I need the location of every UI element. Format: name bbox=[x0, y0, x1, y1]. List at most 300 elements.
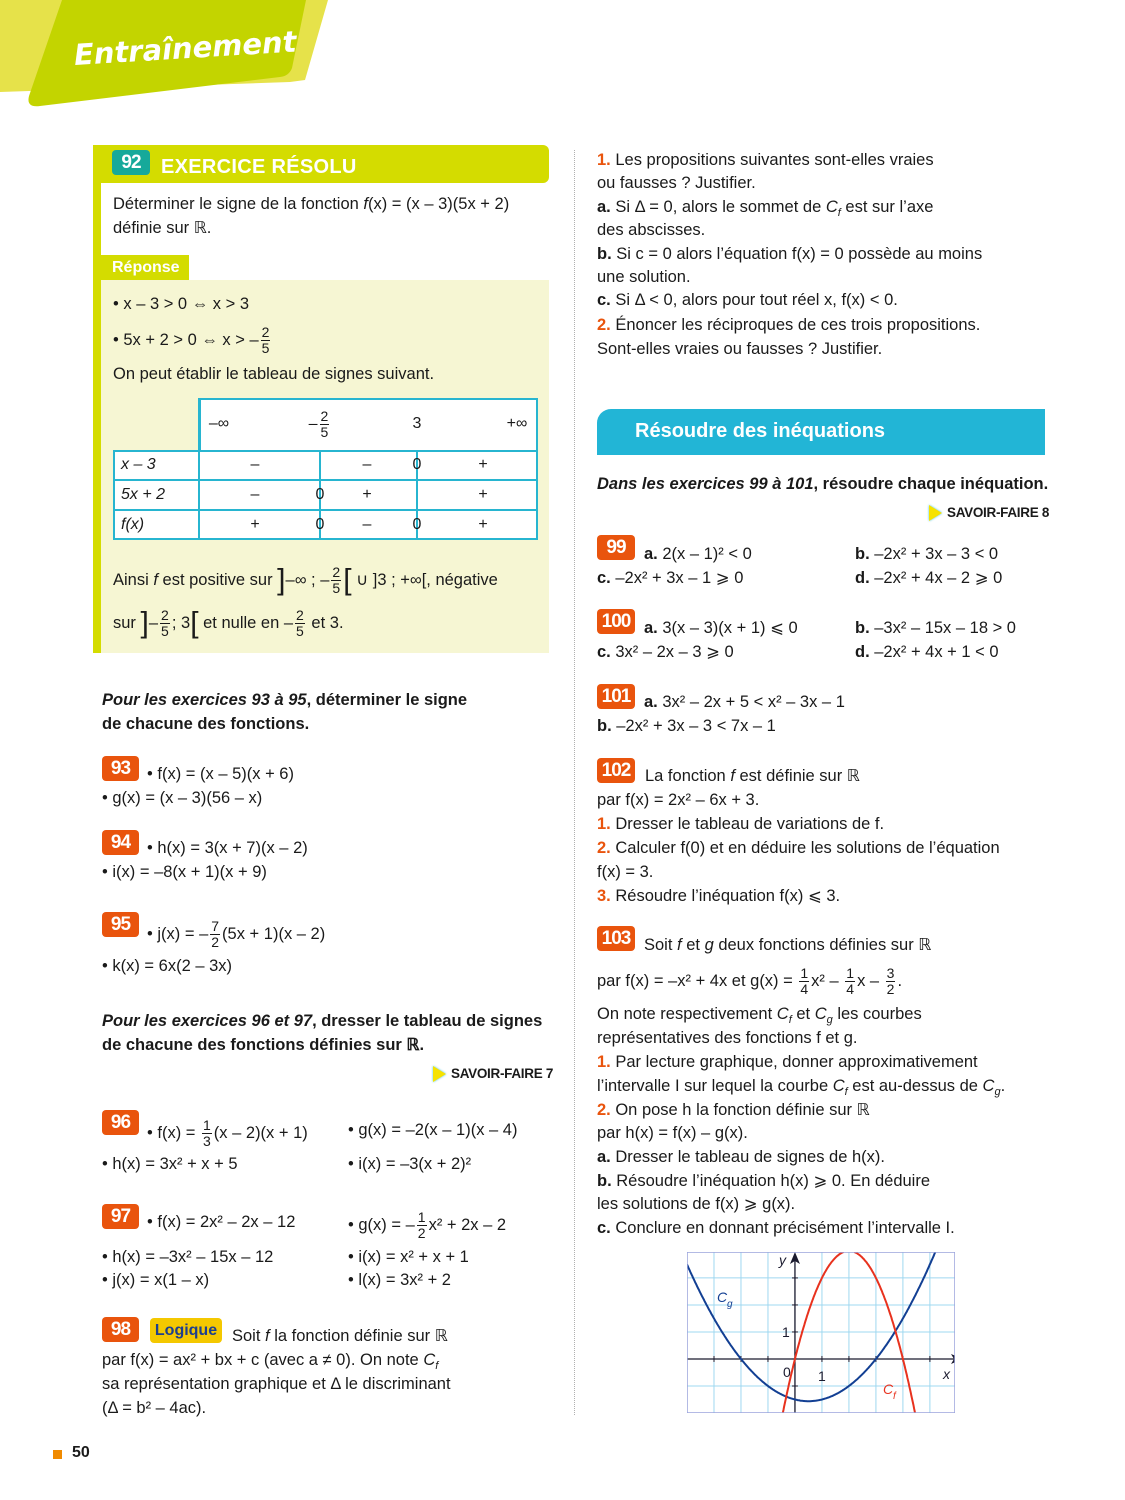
bold-text: c. bbox=[597, 569, 611, 587]
fraction bbox=[295, 608, 305, 639]
exercise-100-badge: 100 bbox=[597, 609, 635, 634]
exercise-103-line bbox=[597, 1145, 885, 1169]
text: • i(x) = x² + x + 1 bbox=[348, 1248, 469, 1266]
text: Les propositions suivantes sont-elles vraies bbox=[610, 151, 934, 169]
exercise-95-badge: 95 bbox=[102, 912, 139, 937]
text: la fonction définie sur ℝ bbox=[269, 1327, 448, 1345]
text: –2x² + 4x + 1 < 0 bbox=[869, 643, 999, 661]
exercise-103-line bbox=[597, 1192, 795, 1216]
text: Dresser le tableau de variations de f. bbox=[610, 815, 885, 833]
text: • j(x) = x(1 – x) bbox=[102, 1271, 210, 1289]
math-symbol: g bbox=[704, 936, 714, 954]
math-symbol: f bbox=[265, 1327, 270, 1345]
denominator: 2 bbox=[417, 1225, 426, 1241]
text: • i(x) = –8(x + 1)(x + 9) bbox=[102, 863, 267, 881]
exercise-103-line bbox=[597, 1098, 870, 1122]
header-title: Entraînement bbox=[72, 24, 298, 73]
text: f(x) = 3. bbox=[597, 863, 654, 881]
text: La fonction bbox=[645, 767, 731, 785]
bold-text: b. bbox=[855, 619, 870, 637]
text: 3x² – 2x + 5 < x² – 3x – 1 bbox=[657, 693, 845, 711]
text: Calculer f(0) et en déduire les solutions de l’équation bbox=[610, 839, 1000, 857]
text: et nulle en – bbox=[198, 613, 294, 632]
math-symbol: f bbox=[363, 195, 368, 213]
text: –2x² + 3x – 3 < 0 bbox=[869, 545, 999, 563]
text: • h(x) = 3(x + 7)(x – 2) bbox=[147, 839, 308, 857]
bold-italic-text: Pour les exercices 93 à 95 bbox=[102, 691, 307, 709]
exercise-100-line bbox=[644, 616, 798, 640]
exercise-98-line bbox=[597, 288, 898, 312]
bold-text: a. bbox=[644, 619, 658, 637]
exercise-98-line bbox=[597, 313, 980, 337]
curve-g-subscript: g bbox=[727, 1299, 733, 1311]
text: (Δ = b² – 4ac). bbox=[102, 1399, 207, 1417]
exercise-96-line bbox=[102, 1152, 238, 1176]
fraction bbox=[210, 919, 220, 950]
exercise-97-line bbox=[102, 1245, 273, 1269]
sign-table bbox=[113, 398, 538, 540]
play-triangle-icon bbox=[929, 505, 942, 521]
exercise-96-line bbox=[348, 1118, 517, 1142]
function-graph bbox=[687, 1252, 955, 1413]
text: • k(x) = 6x(2 – 3x) bbox=[102, 957, 233, 975]
denominator: 3 bbox=[203, 1133, 211, 1149]
sign-cell: 0 bbox=[315, 516, 325, 533]
text: • h(x) = 3x² + x + 5 bbox=[102, 1155, 238, 1173]
math-symbol: C bbox=[423, 1351, 436, 1369]
bold-text: a. bbox=[597, 198, 611, 216]
math-symbol: C bbox=[814, 1005, 827, 1023]
fraction bbox=[202, 1118, 212, 1149]
exercise-96-line bbox=[147, 1117, 308, 1149]
text: les courbes bbox=[832, 1005, 922, 1023]
text: On peut établir le tableau de signes suivant. bbox=[113, 365, 435, 383]
savoir-faire-label: SAVOIR-FAIRE 7 bbox=[451, 1066, 554, 1081]
subscript: g bbox=[994, 1086, 1001, 1098]
x-axis-label: x bbox=[943, 1365, 950, 1382]
math-symbol: C bbox=[982, 1077, 995, 1095]
denominator: 4 bbox=[846, 981, 855, 997]
text: Dresser le tableau de signes de h(x). bbox=[610, 1148, 885, 1166]
exercise-93-badge: 93 bbox=[102, 756, 139, 781]
numerator: 2 bbox=[261, 324, 270, 340]
numerator: 1 bbox=[800, 965, 809, 981]
text: –∞ ; – bbox=[285, 570, 330, 589]
denominator: 5 bbox=[320, 424, 329, 440]
text: Soit bbox=[644, 936, 678, 954]
logique-tag: Logique bbox=[150, 1318, 222, 1343]
text: On note respectivement bbox=[597, 1005, 777, 1023]
text: sur bbox=[113, 613, 141, 632]
section-title: Résoudre des inéquations bbox=[635, 420, 886, 442]
savoir-faire-8-link[interactable] bbox=[929, 503, 1049, 523]
text: sa représentation graphique et Δ le discriminant bbox=[102, 1375, 451, 1393]
text: par f(x) = ax² + bx + c (avec a ≠ 0). On note bbox=[102, 1351, 424, 1369]
row-label: 5x + 2 bbox=[121, 486, 166, 503]
bold-text: c. bbox=[597, 291, 611, 309]
exercise-98-line bbox=[102, 1372, 451, 1396]
subscript: f bbox=[435, 1360, 439, 1372]
sign-cell: – bbox=[250, 456, 260, 473]
exercise-101-line bbox=[644, 690, 845, 714]
fraction bbox=[320, 409, 330, 440]
exercise-100-line bbox=[855, 616, 1016, 640]
exercise-96-line bbox=[348, 1152, 471, 1176]
bold-text: de chacune des fonctions définies sur ℝ. bbox=[102, 1036, 425, 1054]
table-header-cell bbox=[199, 398, 538, 450]
question-number: 1. bbox=[597, 815, 611, 833]
question-number: 3. bbox=[597, 887, 611, 905]
bold-italic-text: Dans les exercices 99 à 101 bbox=[597, 475, 814, 493]
bold-text: , résoudre chaque inéquation. bbox=[813, 475, 1049, 493]
text: On pose h la fonction définie sur ℝ bbox=[610, 1101, 870, 1119]
text: ou fausses ? Justifier. bbox=[597, 174, 756, 192]
text: • f(x) = bbox=[147, 1123, 200, 1142]
exercise-103-line bbox=[597, 965, 903, 997]
sign-cell: – bbox=[250, 486, 260, 503]
exercise-94-line bbox=[102, 860, 267, 884]
exercise-99-line bbox=[597, 566, 743, 590]
y-axis-label: y bbox=[778, 1252, 786, 1268]
numerator: 2 bbox=[332, 564, 341, 580]
text: (x – 2)(x + 1) bbox=[213, 1123, 308, 1142]
text: – bbox=[148, 613, 159, 632]
denominator: 2 bbox=[886, 981, 895, 997]
exercise-103-line bbox=[597, 1216, 955, 1240]
origin-label: 0 bbox=[782, 1363, 791, 1380]
fraction bbox=[160, 608, 170, 639]
bold-text: d. bbox=[855, 643, 870, 661]
bold-text: c. bbox=[597, 643, 611, 661]
math-symbol: f bbox=[730, 767, 735, 785]
exercise-101-line bbox=[597, 714, 776, 738]
answer-line bbox=[113, 324, 272, 356]
exercise-103-line bbox=[597, 1169, 930, 1193]
exercise-99-line bbox=[855, 566, 1002, 590]
text: • h(x) = –3x² – 15x – 12 bbox=[102, 1248, 274, 1266]
text: et bbox=[791, 1005, 815, 1023]
bold-text: b. bbox=[597, 245, 612, 263]
exercise-102-line bbox=[597, 884, 840, 908]
exercise-101-badge: 101 bbox=[597, 684, 635, 709]
instruction-93-95 bbox=[102, 712, 309, 736]
instruction-96-97 bbox=[102, 1009, 542, 1033]
sign-cell: – bbox=[362, 456, 372, 473]
text: Si Δ < 0, alors pour tout réel x, f(x) < 0. bbox=[610, 291, 898, 309]
text: • g(x) = (x – 3)(56 – x) bbox=[102, 789, 263, 807]
text: • g(x) = – bbox=[348, 1215, 415, 1234]
text: par f(x) = 2x² – 6x + 3. bbox=[597, 791, 760, 809]
table-header-value: 3 bbox=[412, 415, 422, 432]
math-symbol: f bbox=[677, 936, 682, 954]
savoir-faire-label: SAVOIR-FAIRE 8 bbox=[947, 505, 1050, 520]
exercise-99-line bbox=[644, 542, 752, 566]
exercise-102-line bbox=[597, 788, 759, 812]
text: Sont-elles vraies ou fausses ? Justifier. bbox=[597, 340, 883, 358]
bold-text: b. bbox=[597, 1172, 612, 1190]
exercise-93-line bbox=[147, 762, 294, 786]
text: (x) = (x – 3)(5x + 2) bbox=[367, 195, 510, 213]
exercise-103-line bbox=[597, 1074, 1005, 1098]
fraction bbox=[845, 966, 855, 997]
sign-cell: + bbox=[478, 516, 488, 533]
answer-line bbox=[113, 292, 249, 316]
conclusion-line bbox=[113, 563, 498, 597]
bold-text: , déterminer le signe bbox=[306, 691, 468, 709]
exercise-97-line bbox=[147, 1210, 295, 1234]
exercise-95-line bbox=[102, 954, 232, 978]
text: des abscisses. bbox=[597, 221, 706, 239]
exercise-98-line bbox=[597, 265, 691, 289]
numerator: 1 bbox=[417, 1209, 426, 1225]
sign-cell: – bbox=[362, 516, 372, 533]
exercise-102-badge: 102 bbox=[597, 758, 635, 783]
text: 3x² – 2x – 3 ⩾ 0 bbox=[610, 643, 734, 661]
sign-cell: + bbox=[362, 486, 372, 503]
text: Conclure en donnant précisément l’intervalle I. bbox=[610, 1219, 955, 1237]
text: par h(x) = f(x) – g(x). bbox=[597, 1124, 748, 1142]
subscript: f bbox=[788, 1014, 792, 1026]
denominator: 5 bbox=[261, 340, 270, 356]
exercise-98-line bbox=[597, 242, 982, 266]
fraction bbox=[261, 325, 271, 356]
question-number: 1. bbox=[597, 1053, 611, 1071]
text: • 5x + 2 > 0 ⇔ x > – bbox=[113, 330, 259, 349]
exercise-98-line bbox=[232, 1324, 448, 1348]
exercise-93-line bbox=[102, 786, 262, 810]
exercise-97-line bbox=[102, 1268, 209, 1292]
text: Déterminer le signe de la fonction bbox=[113, 195, 364, 213]
text: est définie sur ℝ bbox=[734, 767, 860, 785]
exercise-100-line bbox=[855, 640, 999, 664]
conclusion-line bbox=[113, 606, 344, 640]
exercise-92-question bbox=[113, 216, 211, 240]
exercise-98-line bbox=[597, 195, 933, 219]
fraction bbox=[331, 565, 341, 596]
exercise-102-line bbox=[597, 860, 653, 884]
text: Résoudre l’inéquation h(x) ⩾ 0. En déduire bbox=[611, 1172, 931, 1190]
bold-text: a. bbox=[597, 1148, 611, 1166]
curve-g-label: C bbox=[717, 1289, 728, 1306]
numerator: 3 bbox=[886, 965, 895, 981]
text: Si c = 0 alors l’équation f(x) = 0 possède au moins bbox=[611, 245, 983, 263]
exercise-98-badge: 98 bbox=[102, 1317, 139, 1342]
exercise-98-line bbox=[597, 171, 756, 195]
text: est au-dessus de bbox=[847, 1077, 983, 1095]
interval-bracket: [ bbox=[190, 606, 199, 640]
denominator: 2 bbox=[211, 934, 220, 950]
bold-text: a. bbox=[644, 693, 658, 711]
text: l’intervalle I sur lequel la courbe bbox=[597, 1077, 833, 1095]
graph-border bbox=[687, 1252, 955, 1413]
interval-bracket: ] bbox=[277, 563, 286, 597]
column-divider bbox=[574, 150, 575, 1415]
text: 3(x – 3)(x + 1) ⩽ 0 bbox=[657, 619, 798, 637]
instruction-93-95 bbox=[102, 688, 467, 712]
numerator: 2 bbox=[320, 408, 329, 424]
text: deux fonctions définies sur ℝ bbox=[713, 936, 932, 954]
numerator: 2 bbox=[161, 607, 169, 623]
exercise-94-badge: 94 bbox=[102, 830, 139, 855]
table-header-value: – $\frac{2}{5}$ bbox=[308, 408, 329, 440]
exercise-97-line bbox=[348, 1268, 451, 1292]
savoir-faire-7-link[interactable] bbox=[433, 1064, 553, 1084]
denominator: 4 bbox=[800, 981, 809, 997]
bold-text: c. bbox=[597, 1219, 611, 1237]
text: ∪ ]3 ; +∞[, négative bbox=[351, 570, 498, 589]
bold-italic-text: Pour les exercices 96 et 97 bbox=[102, 1012, 313, 1030]
exercise-103-line bbox=[597, 1121, 748, 1145]
question-number: 2. bbox=[597, 1101, 611, 1119]
y-tick-label: 1 bbox=[781, 1323, 790, 1340]
text: x² + 2x – 2 bbox=[428, 1215, 507, 1234]
text: les solutions de f(x) ⩾ g(x). bbox=[597, 1195, 796, 1213]
exercise-92-title: EXERCICE RÉSOLU bbox=[161, 156, 357, 178]
page-marker-square bbox=[53, 1450, 62, 1459]
text: (5x + 1)(x – 2) bbox=[222, 924, 326, 943]
play-triangle-icon bbox=[433, 1066, 446, 1082]
exercise-102-line bbox=[597, 812, 884, 836]
text: • g(x) = –2(x – 1)(x – 4) bbox=[348, 1121, 518, 1139]
text: et 3. bbox=[306, 613, 344, 632]
curve-f-subscript: f bbox=[893, 1391, 896, 1403]
exercise-103-line bbox=[644, 933, 931, 957]
denominator: 5 bbox=[161, 623, 169, 639]
subscript: f bbox=[837, 207, 841, 219]
denominator: 5 bbox=[296, 623, 304, 639]
numerator: 7 bbox=[211, 918, 220, 934]
text: et bbox=[681, 936, 705, 954]
exercise-103-line bbox=[597, 1002, 922, 1026]
text: • f(x) = 2x² – 2x – 12 bbox=[147, 1213, 296, 1231]
interval-bracket: ] bbox=[140, 606, 149, 640]
subscript: g bbox=[826, 1014, 833, 1026]
row-label: f(x) bbox=[121, 516, 145, 533]
col-divider bbox=[198, 398, 200, 540]
exercise-103-line bbox=[597, 1050, 978, 1074]
numerator: 2 bbox=[296, 607, 304, 623]
instruction-99-101 bbox=[597, 472, 1048, 496]
text: . bbox=[897, 971, 903, 990]
text: Énoncer les réciproques de ces trois propositions. bbox=[610, 316, 981, 334]
exercise-98-line bbox=[597, 337, 882, 361]
bold-text: , dresser le tableau de signes bbox=[312, 1012, 543, 1030]
text: Soit bbox=[232, 1327, 266, 1345]
text: Résoudre l’inéquation f(x) ⩽ 3. bbox=[610, 887, 841, 905]
math-symbol: f bbox=[153, 570, 158, 589]
text: Ainsi bbox=[113, 570, 154, 589]
exercise-95-line bbox=[147, 918, 326, 950]
exercise-99-line bbox=[855, 542, 998, 566]
x-tick-label: 1 bbox=[817, 1367, 826, 1384]
exercise-98-line bbox=[102, 1396, 206, 1420]
exercise-97-line bbox=[348, 1245, 469, 1269]
exercise-98-line bbox=[597, 218, 705, 242]
exercise-97-line bbox=[348, 1209, 507, 1241]
exercise-96-badge: 96 bbox=[102, 1110, 139, 1135]
answer-tab: Réponse bbox=[101, 255, 189, 280]
text: une solution. bbox=[597, 268, 691, 286]
bold-text: d. bbox=[855, 569, 870, 587]
sign-cell: + bbox=[250, 516, 260, 533]
text: • l(x) = 3x² + 2 bbox=[348, 1271, 451, 1289]
text: x – bbox=[857, 971, 884, 990]
bold-text: a. bbox=[644, 545, 658, 563]
sign-cell: + bbox=[478, 486, 488, 503]
text: . bbox=[1000, 1077, 1006, 1095]
numerator: 1 bbox=[846, 965, 855, 981]
exercise-98-line bbox=[102, 1348, 438, 1372]
text: • f(x) = (x – 5)(x + 6) bbox=[147, 765, 294, 783]
row-label: x – 3 bbox=[121, 456, 156, 473]
subscript: f bbox=[844, 1086, 848, 1098]
interval-bracket: [ bbox=[343, 563, 352, 597]
text: x² – bbox=[811, 971, 844, 990]
page-number: 50 bbox=[72, 1444, 90, 1461]
text: –2x² + 3x – 1 ⩾ 0 bbox=[610, 569, 744, 587]
text: est positive sur bbox=[157, 570, 278, 589]
exercise-102-line bbox=[597, 836, 1000, 860]
text: représentatives des fonctions f et g. bbox=[597, 1029, 858, 1047]
exercise-102-line bbox=[645, 764, 860, 788]
exercise-100-line bbox=[597, 640, 734, 664]
denominator: 5 bbox=[332, 580, 341, 596]
text: définie sur ℝ. bbox=[113, 219, 212, 237]
curve-g bbox=[687, 1252, 935, 1401]
exercise-97-badge: 97 bbox=[102, 1204, 139, 1229]
math-symbol: C bbox=[825, 198, 838, 216]
exercise-94-line bbox=[147, 836, 308, 860]
answer-line bbox=[113, 362, 434, 386]
text: –2x² + 4x – 2 ⩾ 0 bbox=[869, 569, 1003, 587]
curve-f-label: C bbox=[883, 1381, 894, 1398]
bold-text: b. bbox=[855, 545, 870, 563]
exercise-103-line bbox=[597, 1026, 857, 1050]
text: est sur l’axe bbox=[840, 198, 934, 216]
exercise-92-badge: 92 bbox=[112, 150, 150, 175]
question-number: 2. bbox=[597, 316, 611, 334]
exercise-99-badge: 99 bbox=[597, 535, 635, 560]
text: 2(x – 1)² < 0 bbox=[657, 545, 752, 563]
table-header-value: +∞ bbox=[506, 415, 528, 432]
sign-cell: 0 bbox=[315, 486, 325, 503]
fraction bbox=[886, 966, 896, 997]
text: • i(x) = –3(x + 2)² bbox=[348, 1155, 472, 1173]
sign-cell: + bbox=[478, 456, 488, 473]
text: Par lecture graphique, donner approximativement bbox=[610, 1053, 978, 1071]
sign-cell: 0 bbox=[412, 456, 422, 473]
text: • j(x) = – bbox=[147, 924, 209, 943]
text: –3x² – 15x – 18 > 0 bbox=[869, 619, 1016, 637]
text: par f(x) = –x² + 4x et g(x) = bbox=[597, 971, 798, 990]
exercise-92-sidebar bbox=[93, 145, 101, 653]
numerator: 1 bbox=[203, 1117, 211, 1133]
question-number: 1. bbox=[597, 151, 611, 169]
math-symbol: C bbox=[832, 1077, 845, 1095]
exercise-98-line bbox=[597, 148, 934, 172]
exercise-92-question bbox=[113, 192, 509, 216]
bold-text: b. bbox=[597, 717, 612, 735]
instruction-96-97 bbox=[102, 1033, 424, 1057]
sign-cell: 0 bbox=[412, 516, 422, 533]
text: • x – 3 > 0 ⇔ x > 3 bbox=[113, 295, 250, 313]
text: –2x² + 3x – 3 < 7x – 1 bbox=[611, 717, 776, 735]
fraction bbox=[799, 966, 809, 997]
fraction bbox=[417, 1210, 427, 1241]
text: Si Δ = 0, alors le sommet de bbox=[610, 198, 826, 216]
math-symbol: C bbox=[776, 1005, 789, 1023]
exercise-103-badge: 103 bbox=[597, 926, 635, 951]
